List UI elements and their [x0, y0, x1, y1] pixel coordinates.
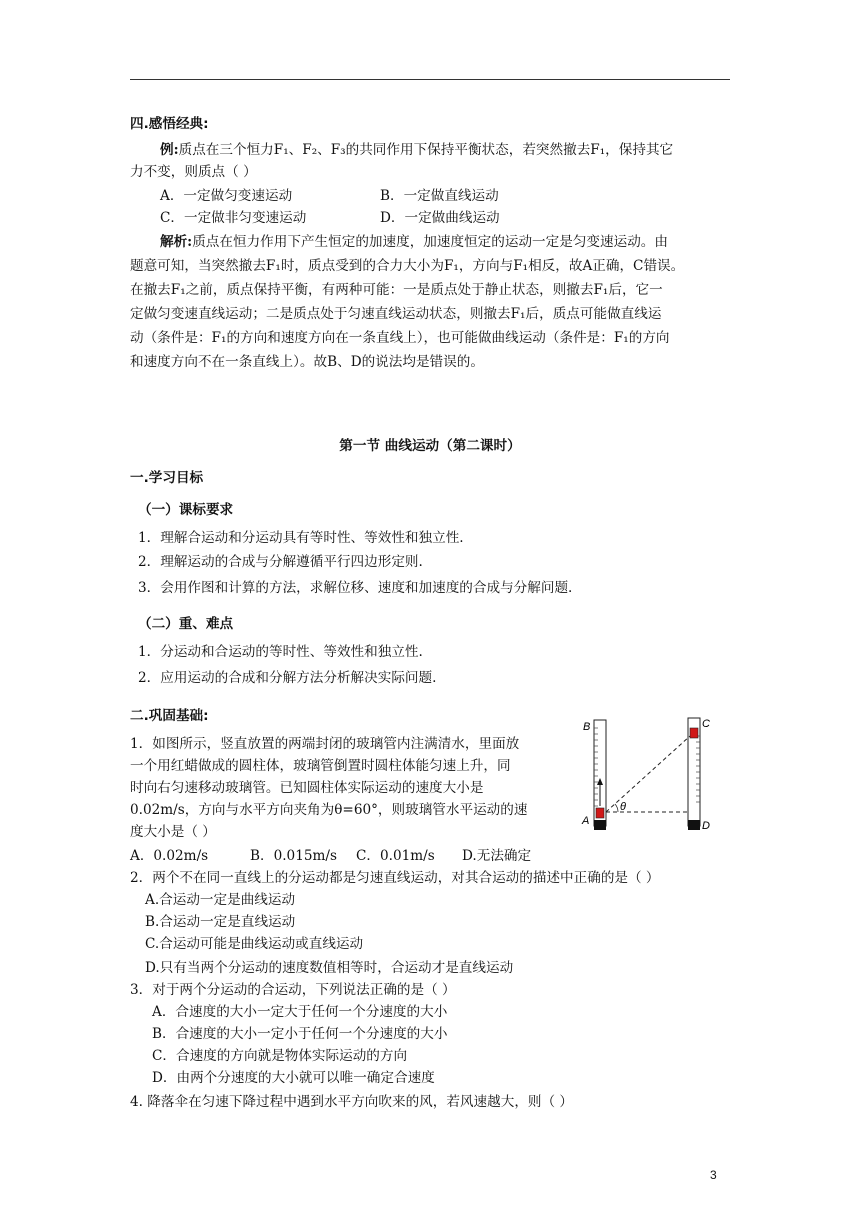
- actual-path-line: [606, 736, 690, 812]
- example-line-2: 力不变，则质点（ ）: [130, 164, 257, 180]
- analysis-line-3: 在撤去F₁之前，质点保持平衡，有两种可能：一是质点处于静止状态，则撤去F₁后，它一: [130, 282, 663, 298]
- q1-option-a: A．0.02m/s: [130, 848, 209, 864]
- analysis-line-5: 动（条件是：F₁的方向和速度方向在一条直线上），也可能做曲线运动（条件是：F₁的方向: [130, 330, 670, 346]
- angle-arc: [615, 804, 618, 812]
- analysis-line-6: 和速度方向不在一条直线上）。故B、D的说法均是错误的。: [130, 354, 484, 370]
- q1-line-2: 一个用红蜡做成的圆柱体，玻璃管倒置时圆柱体能匀速上升，同: [130, 758, 511, 774]
- analysis-line-2: 题意可知，当突然撤去F₁时，质点受到的合力大小为F₁，方向与F₁相反，故A正确，C错误。: [130, 258, 685, 274]
- q4-stem: 4. 降落伞在匀速下降过程中遇到水平方向吹来的风，若风速越大，则（ ）: [130, 1094, 574, 1110]
- right-glass-tube: [688, 718, 700, 830]
- analysis-label: 解析:: [160, 234, 193, 250]
- figure-label-theta: θ: [620, 801, 626, 813]
- subsection-1-title: （一）课标要求: [138, 502, 234, 518]
- figure-label-a: A: [582, 815, 590, 827]
- subsection-2-title: （二）重、难点: [138, 616, 234, 632]
- example-line-1: [160, 140, 673, 160]
- left-glass-tube: [594, 720, 606, 830]
- q3-stem: 3．对于两个分运动的合运动，下列说法正确的是（ ）: [130, 982, 456, 998]
- q3-option-d: D．由两个分速度的大小就可以唯一确定合速度: [152, 1070, 435, 1086]
- analysis-line-1: [160, 232, 668, 252]
- q2-option-b: B.合运动一定是直线运动: [145, 914, 296, 930]
- q1-line-5: 度大小是（ ）: [130, 824, 216, 840]
- figure-label-b: B: [583, 721, 591, 733]
- section-2-title: 二.巩固基础:: [130, 708, 209, 724]
- q1-option-b: B．0.015m/s: [250, 848, 337, 864]
- page-number: 3: [710, 1168, 717, 1182]
- analysis-text-1: 质点在恒力作用下产生恒定的加速度，加速度恒定的运动一定是匀变速运动。由: [192, 234, 668, 250]
- q2-option-c: C.合运动可能是曲线运动或直线运动: [145, 936, 364, 952]
- lesson-title: 第一节 曲线运动（第二课时）: [339, 438, 521, 454]
- q3-option-c: C．合速度的方向就是物体实际运动的方向: [152, 1048, 408, 1064]
- q1-option-c: C．0.01m/s: [356, 848, 435, 864]
- q2-stem: 2．两个不在同一直线上的分运动都是匀速直线运动，对其合运动的描述中正确的是（ ）: [130, 870, 660, 886]
- section-4-title: 四.感悟经典:: [130, 116, 209, 132]
- q1-line-3: 时向右匀速移动玻璃管。已知圆柱体实际运动的速度大小是: [130, 780, 484, 796]
- key-item-2: 2．应用运动的合成和分解方法分析解决实际问题.: [138, 670, 437, 686]
- goal-item-1: 1．理解合运动和分运动具有等时性、等效性和独立性.: [138, 530, 464, 546]
- q3-option-a: A．合速度的大小一定大于任何一个分速度的大小: [152, 1004, 448, 1020]
- goal-item-2: 2．理解运动的合成与分解遵循平行四边形定则.: [138, 554, 423, 570]
- section-1-title: 一.学习目标: [130, 470, 204, 486]
- glass-tube-figure: [578, 712, 728, 842]
- q3-option-b: B．合速度的大小一定小于任何一个分速度的大小: [152, 1026, 448, 1042]
- goal-item-3: 3．会用作图和计算的方法，求解位移、速度和加速度的合成与分解问题.: [138, 580, 573, 596]
- analysis-line-4: 定做匀变速直线运动；二是质点处于匀速直线运动状态，则撤去F₁后，质点可能做直线运: [130, 306, 662, 322]
- q1-option-d: D.无法确定: [462, 848, 532, 864]
- q1-line-4: 0.02m/s，方向与水平方向夹角为θ=60°，则玻璃管水平运动的速: [130, 802, 528, 818]
- example-option-b: B．一定做直线运动: [380, 188, 499, 204]
- q2-option-d: D.只有当两个分运动的速度数值相等时，合运动才是直线运动: [145, 960, 514, 976]
- figure-label-d: D: [702, 820, 710, 832]
- example-option-d: D．一定做曲线运动: [380, 210, 500, 226]
- example-option-a: A．一定做匀变速运动: [160, 188, 293, 204]
- example-text: 质点在三个恒力F₁、F₂、F₃的共同作用下保持平衡状态，若突然撤去F₁，保持其它: [178, 142, 674, 158]
- example-label: 例:: [160, 142, 179, 158]
- example-option-c: C．一定做非匀变速运动: [160, 210, 307, 226]
- key-item-1: 1．分运动和合运动的等时性、等效性和独立性.: [138, 644, 423, 660]
- header-rule: [130, 79, 730, 80]
- q2-option-a: A.合运动一定是曲线运动: [145, 892, 296, 908]
- figure-label-c: C: [702, 718, 710, 730]
- q1-line-1: 1．如图所示，竖直放置的两端封闭的玻璃管内注满清水，里面放: [130, 736, 520, 752]
